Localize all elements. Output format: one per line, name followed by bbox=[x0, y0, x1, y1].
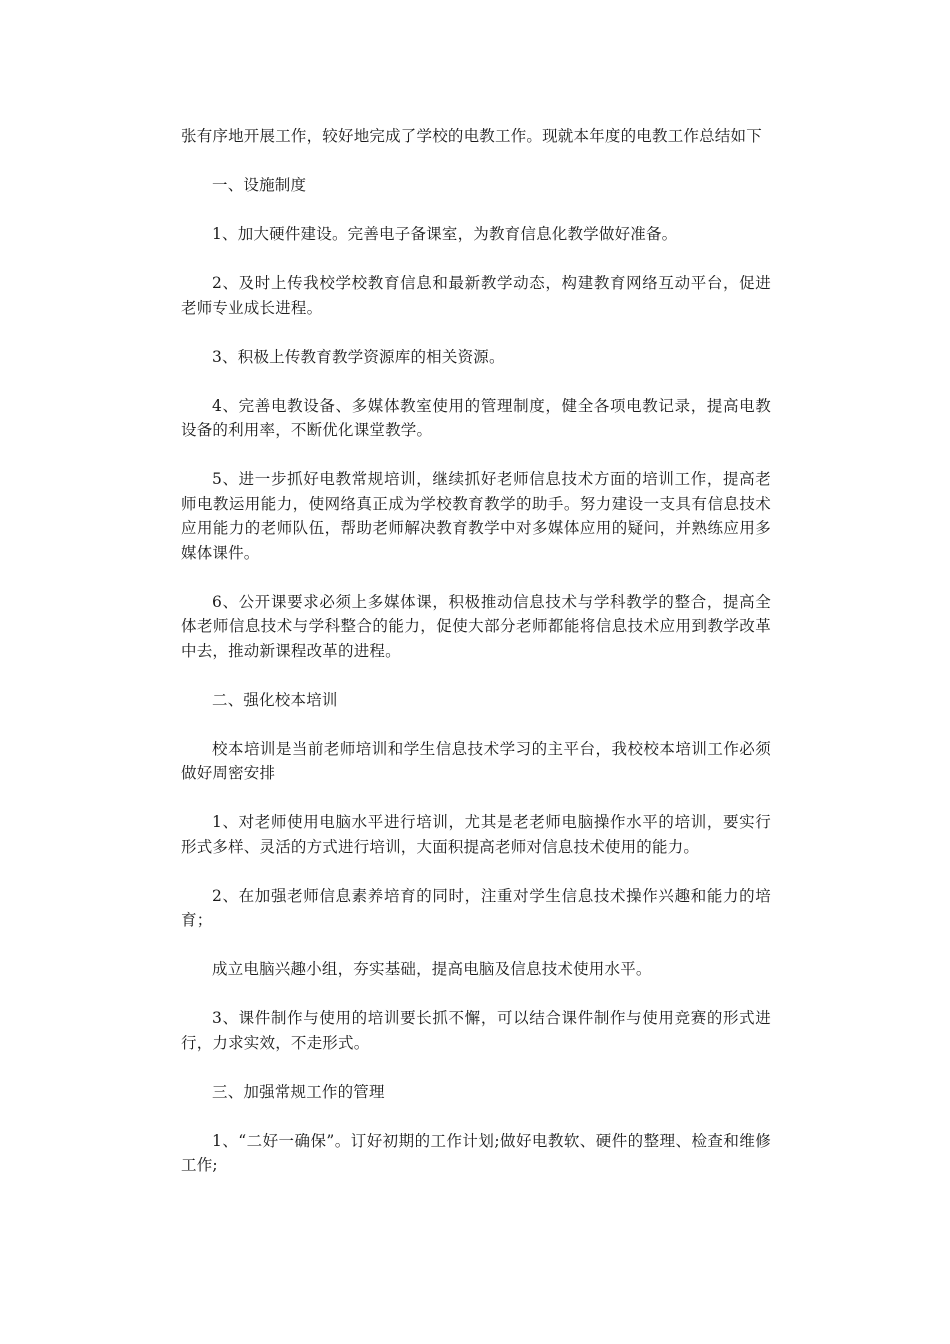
section-heading-management: 三、加强常规工作的管理 bbox=[212, 1082, 385, 1101]
section-heading-facilities: 一、设施制度 bbox=[212, 176, 307, 194]
paragraph-item: 1、对老师使用电脑水平进行培训，尤其是老老师电脑操作水平的培训，要实行形式多样、灵活的方式进行培训，大面积提高老师对信息技术使用的能力。 bbox=[181, 813, 771, 856]
paragraph-item: 4、完善电教设备、多媒体教室使用的管理制度，健全各项电教记录，提高电教设备的利用率，不断优化课堂教学。 bbox=[181, 396, 771, 439]
paragraph-item: 成立电脑兴趣小组，夯实基础，提高电脑及信息技术使用水平。 bbox=[212, 960, 652, 978]
paragraph-item: 3、积极上传教育教学资源库的相关资源。 bbox=[212, 347, 505, 366]
paragraph-item: 2、及时上传我校学校教育信息和最新教学动态，构建教育网络互动平台，促进老师专业成长进程。 bbox=[181, 274, 771, 317]
paragraph-item: 6、公开课要求必须上多媒体课，积极推动信息技术与学科教学的整合，提高全体老师信息技术与学科整合的能力，促使大部分老师都能将信息技术应用到教学改革中去，推动新课程改革的进程。 bbox=[181, 592, 771, 660]
paragraph-item: 1、“二好一确保”。订好初期的工作计划;做好电教软、硬件的整理、检查和维修工作; bbox=[181, 1131, 771, 1174]
paragraph-item: 校本培训是当前老师培训和学生信息技术学习的主平台，我校校本培训工作必须做好周密安排 bbox=[181, 739, 771, 782]
section-heading-training: 二、强化校本培训 bbox=[212, 690, 338, 709]
paragraph-intro: 张有序地开展工作，较好地完成了学校的电教工作。现就本年度的电教工作总结如下 bbox=[181, 127, 762, 145]
paragraph-item: 2、在加强老师信息素养培育的同时，注重对学生信息技术操作兴趣和能力的培育； bbox=[181, 886, 771, 929]
paragraph-item: 3、课件制作与使用的培训要长抓不懈，可以结合课件制作与使用竞赛的形式进行，力求实效，不走形式。 bbox=[181, 1009, 771, 1052]
document-body bbox=[181, 124, 771, 1202]
paragraph-item: 5、进一步抓好电教常规培训，继续抓好老师信息技术方面的培训工作，提高老师电教运用能力，使网络真正成为学校教育教学的助手。努力建设一支具有信息技术应用能力的老师队伍，帮助老师解决教育教学中对多媒体应用的疑问，并熟练应用多媒体课件。 bbox=[181, 470, 771, 562]
paragraph-item: 1、加大硬件建设。完善电子备课室，为教育信息化教学做好准备。 bbox=[212, 225, 678, 243]
